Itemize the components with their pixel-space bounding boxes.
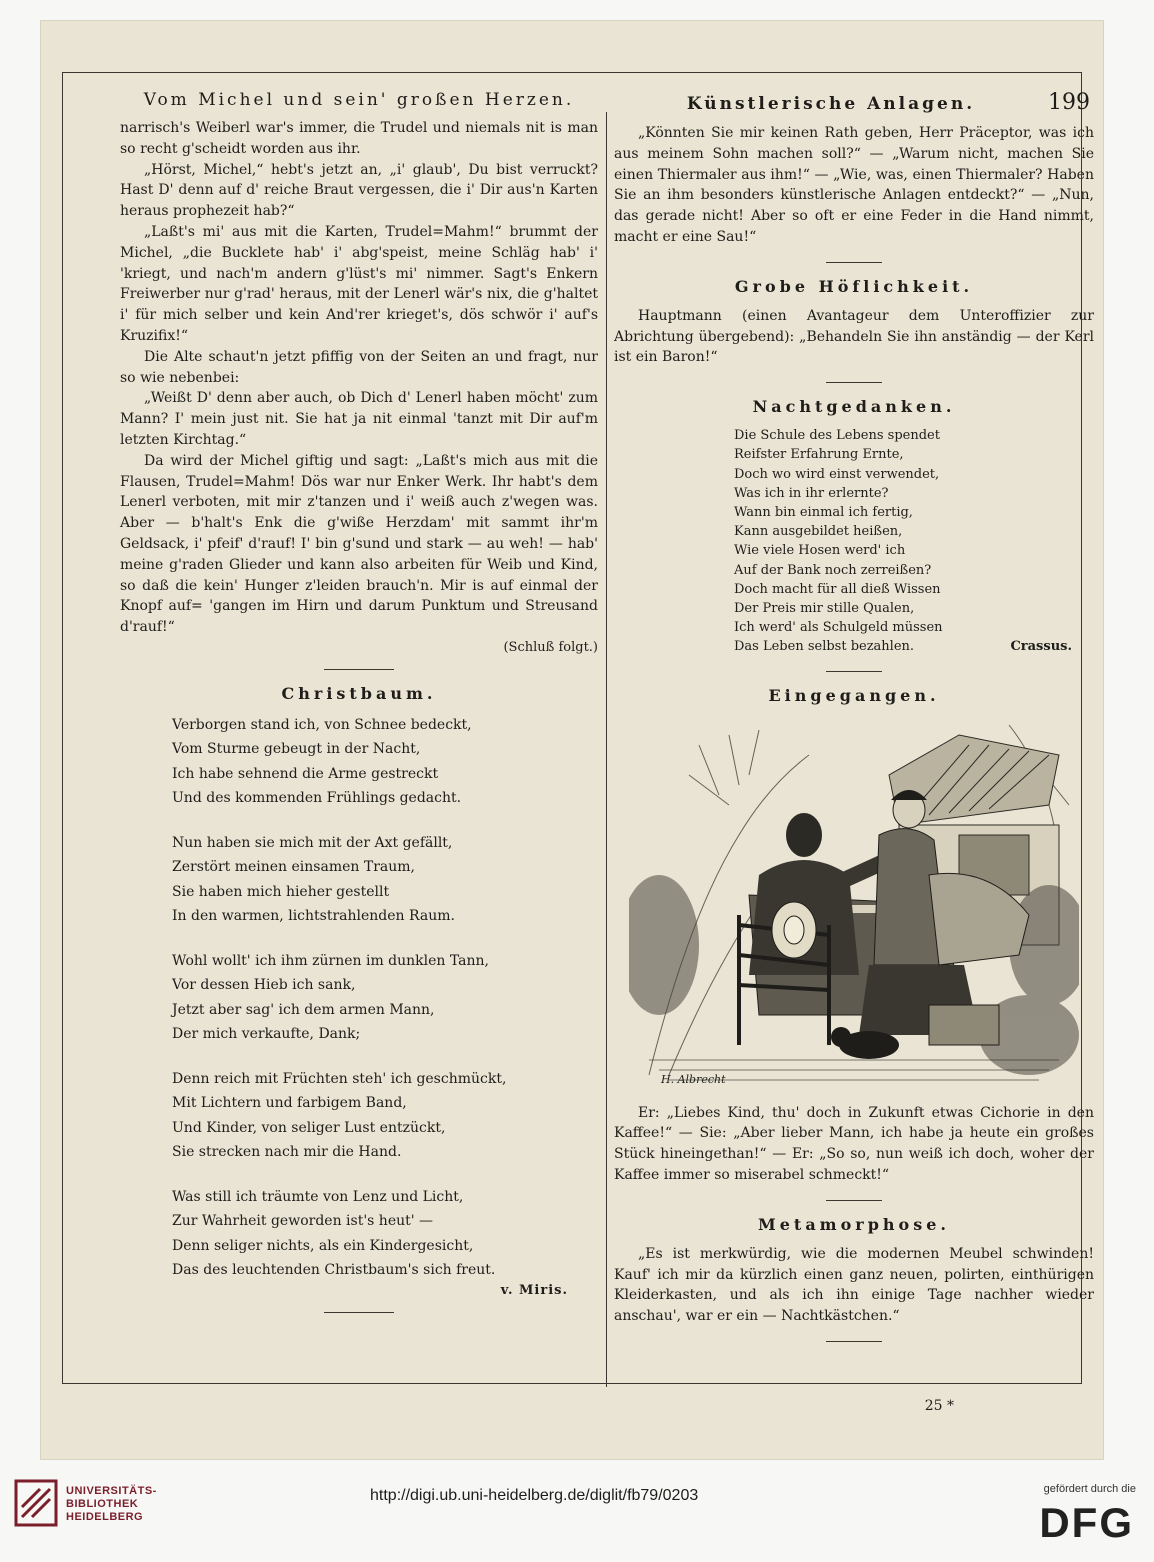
poem-line: Denn seliger nichts, als ein Kindergesicht, <box>172 1237 474 1254</box>
illustration-signature: H. Albrecht <box>661 1072 726 1086</box>
continued-note: (Schluß folgt.) <box>503 639 598 655</box>
anecdote-kuenstlerische-anlagen: „Könnten Sie mir keinen Rath geben, Herr Präceptor, was ich aus meinem Sohn machen soll?“ — „Warum nicht, machen Sie einen Thiermaler aus ihm!“ — „Wie, was, einen Thiermaler? Haben Sie an ihm besonders künstlerische Anlagen entdeckt?“ — „Nun, das gerade nicht! Aber so oft er eine Feder in die Hand nimmt, macht er eine Sau!“ <box>614 125 1094 245</box>
poem-line: Wie viele Hosen werd' ich <box>734 543 906 559</box>
source-url-link[interactable]: http://digi.ub.uni-heidelberg.de/diglit/fb79/0203 <box>370 1487 699 1504</box>
institution-name <box>66 1485 157 1524</box>
sponsor-text: gefördert durch die <box>1043 1483 1136 1495</box>
poem-stanza <box>172 831 598 929</box>
story-paragraph: „Hörst, Michel,“ hebt's jetzt an, „i' glaub', Du bist verruckt? Hast D' denn auf d' reiche Braut vergessen, die i' Dir aus'n Karten heraus prophezeit hab?“ <box>120 161 598 220</box>
illustration-couple-at-table <box>629 715 1079 1093</box>
poem-stanza <box>172 713 598 811</box>
dfg-logo: DFG <box>1039 1499 1134 1546</box>
poem-line: In den warmen, lichtstrahlenden Raum. <box>172 908 455 925</box>
poem-line: Zur Wahrheit geworden ist's heut' — <box>172 1213 434 1230</box>
institution-line: BIBLIOTHEK <box>66 1498 139 1510</box>
poem-line: Wohl wollt' ich ihm zürnen im dunklen Tann, <box>172 952 489 969</box>
poem-line: Ich werd' als Schulgeld müssen <box>734 620 943 636</box>
story-paragraph: narrisch's Weiberl war's immer, die Trudel und niemals nit is man so recht g'scheidt worden aus ihr. <box>120 120 598 157</box>
institution-line: UNIVERSITÄTS- <box>66 1485 157 1497</box>
poem-line: Was ich in ihr erlernte? <box>734 485 889 501</box>
section-separator <box>826 1341 882 1342</box>
poem-nachtgedanken <box>614 426 1094 656</box>
poem-line: Verborgen stand ich, von Schnee bedeckt, <box>172 716 472 733</box>
poem-christbaum <box>120 713 598 1283</box>
poem-signature: Crassus. <box>1010 639 1072 655</box>
poem-last-line <box>734 637 1094 656</box>
left-running-head: Vom Michel und sein' großen Herzen. <box>143 90 575 110</box>
scanned-page <box>40 20 1104 1460</box>
poem-line: Denn reich mit Früchten steh' ich geschmückt, <box>172 1070 507 1087</box>
poem-signature: v. Miris. <box>500 1282 568 1298</box>
poem-line: Mit Lichtern und farbigem Band, <box>172 1095 407 1112</box>
story-paragraph: Die Alte schaut'n jetzt pfiffig von der Seiten an und fragt, nur so wie nebenbei: <box>120 348 598 386</box>
poem-line: Die Schule des Lebens spendet <box>734 428 940 444</box>
section-separator <box>826 262 882 263</box>
section-separator <box>324 1312 394 1313</box>
poem-line: Und Kinder, von seliger Lust entzückt, <box>172 1119 446 1136</box>
poem-line: Vor dessen Hieb ich sank, <box>172 977 356 994</box>
university-logo-icon <box>12 1477 60 1529</box>
poem-stanza <box>172 1067 598 1165</box>
story-paragraph: Da wird der Michel giftig und sagt: „Laßt's mich aus mit die Flausen, Trudel=Mahm! Dös war nur Enker Werk. Ihr habt's dem Lenerl verboten, mit mir z'tanzen und i' weiß auch z'wegen was. Aber — b'halt's Enk die g'wiße Herzdam' mit sammt ihr'm Geldsack, i' pfeif' d'rauf! I' bin g'sund und stark — au weh! — hab' meine g'raden Glieder und kann also arbeiten für Weib und Kind, so daß die kein' Hunger z'leiden brauch'n. Mir is auf einmal der Knopf auf= 'gangen im Hirn und darum Punktum und Streusand d'rauf!“ <box>120 452 598 636</box>
column-divider <box>606 112 607 1387</box>
anecdote-metamorphose: „Es ist merkwürdig, wie die modernen Meubel schwinden! Kauf' ich mir da kürzlich einen ganz neuen, polirten, einthürigen Kleiderkasten, und als ich ihn einige Tage nachher wieder anschau', war er ein — Nachtkästchen.“ <box>614 1245 1094 1325</box>
poem-line: Auf der Bank noch zerreißen? <box>734 562 932 578</box>
right-running-head-title: Künstlerische Anlagen. <box>686 94 976 114</box>
title-eingegangen: Eingegangen. <box>768 685 940 705</box>
section-separator <box>826 382 882 383</box>
poem-line: Sie strecken nach mir die Hand. <box>172 1144 402 1161</box>
section-separator <box>826 1200 882 1201</box>
poem-line: Sie haben mich hieher gestellt <box>172 883 390 900</box>
poem-line: Reifster Erfahrung Ernte, <box>734 447 904 463</box>
poem-line: Ich habe sehnend die Arme gestreckt <box>172 765 439 782</box>
sheet-signature-mark: 25 * <box>924 1398 954 1414</box>
anecdote-grobe-hoeflichkeit: Hauptmann (einen Avantageur dem Unteroffizier zur Abrichtung übergebend): „Behandeln Sie ihn anständig — der Kerl ist ein Baron!“ <box>614 307 1094 366</box>
poem-line: Was still ich träumte von Lenz und Licht, <box>172 1188 464 1205</box>
title-grobe-hoeflichkeit: Grobe Höflichkeit. <box>734 276 974 296</box>
poem-line: Zerstört meinen einsamen Traum, <box>172 859 415 876</box>
poem-line: Vom Sturme gebeugt in der Nacht, <box>172 741 421 758</box>
poem-line: Doch wo wird einst verwendet, <box>734 466 940 482</box>
institution-line: HEIDELBERG <box>66 1511 144 1523</box>
poem-line: Das Leben selbst bezahlen. <box>734 639 915 655</box>
title-metamorphose: Metamorphose. <box>758 1214 950 1234</box>
poem-line: Nun haben sie mich mit der Axt gefällt, <box>172 834 453 851</box>
story-paragraph: „Weißt D' denn aber auch, ob Dich d' Lenerl haben möcht' zum Mann? I' mein just nit. Sie hat ja nit einmal 'tanzt mit Dir auf'm letzten Kirchtag.“ <box>120 390 598 448</box>
caption-eingegangen: Er: „Liebes Kind, thu' doch in Zukunft etwas Cichorie in den Kaffee!“ — Sie: „Aber lieber Mann, ich habe ja heute ein großes Stück hineingethan!“ — Er: „So so, nun weiß ich doch, woher der Kaffee immer so miserabel schmeckt!“ <box>614 1104 1094 1183</box>
title-nachtgedanken: Nachtgedanken. <box>752 397 956 417</box>
right-running-head <box>614 90 1094 115</box>
poem-line: Jetzt aber sag' ich dem armen Mann, <box>172 1001 435 1018</box>
poem-line: Der mich verkaufte, Dank; <box>172 1026 361 1043</box>
poem-line: Wann bin einmal ich fertig, <box>734 504 913 520</box>
right-column <box>614 90 1094 1356</box>
story-paragraph: „Laßt's mi' aus mit die Karten, Trudel=Mahm!“ brummt der Michel, „die Bucklete hab' i' abg'speist, meine Schläg hab' i' 'kriegt, und nach'm andern g'lüst's mi' nimmer. Sagt's Enkern Freiwerber nur g'rad' heraus, mit der Lenerl wär's nix, die g'haltet i' für mich selber und kein And'rer krieget's, dös schwör i' auf's Kruzifix!“ <box>120 223 598 344</box>
poem-line: Doch macht für all dieß Wissen <box>734 581 941 597</box>
poem-stanza <box>172 949 598 1047</box>
poem-line: Das des leuchtenden Christbaum's sich freut. <box>172 1262 496 1279</box>
poem-line: Kann ausgebildet heißen, <box>734 524 903 540</box>
page-number: 199 <box>1048 90 1090 115</box>
footer-bar <box>0 1465 1154 1562</box>
poem-line: Und des kommenden Frühlings gedacht. <box>172 790 462 807</box>
poem-stanza <box>172 1185 598 1283</box>
poem-line: Der Preis mir stille Qualen, <box>734 601 915 616</box>
section-separator <box>826 671 882 672</box>
left-column <box>120 90 598 1327</box>
section-separator <box>324 669 394 670</box>
poem-title-christbaum: Christbaum. <box>281 683 437 703</box>
